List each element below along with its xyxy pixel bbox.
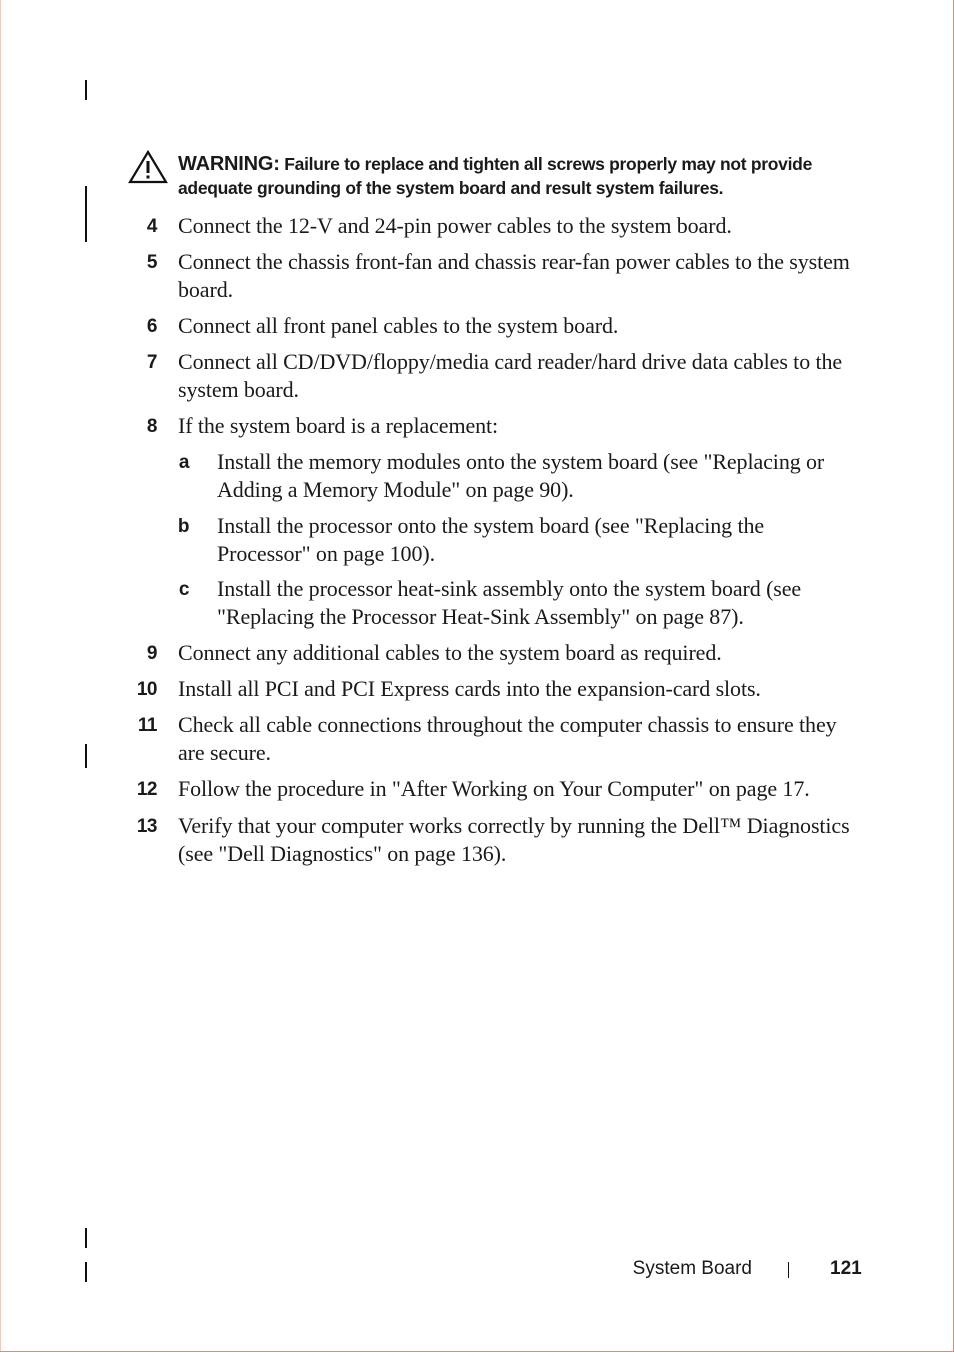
- step-number: 6: [146, 316, 157, 337]
- step-number: 13: [136, 816, 157, 837]
- step-number: 9: [146, 643, 157, 664]
- substep-text: Install the processor heat-sink assembly onto the system board (see "Replacing the Processor Heat-Sink Assembly" on page 87).: [217, 576, 802, 629]
- step-text: Connect any additional cables to the system board as required.: [178, 640, 722, 665]
- step-text: If the system board is a replacement:: [178, 413, 499, 438]
- footer-divider: [788, 1262, 789, 1278]
- step-text: Install all PCI and PCI Express cards into the expansion-card slots.: [178, 676, 761, 701]
- step-text: Verify that your computer works correctly by running the Dell™ Diagnostics (see "Dell Diagnostics" on page 136).: [178, 813, 850, 866]
- page-number: 121: [830, 1258, 862, 1279]
- step-number: 5: [146, 252, 157, 273]
- step-number: 12: [136, 779, 157, 800]
- warning-message: Failure to replace and tighten all screws properly may not provide adequate grounding of the system board and result system failures.: [178, 154, 813, 198]
- step-number: 11: [137, 715, 157, 736]
- step-number: 4: [146, 216, 157, 237]
- step-text: Connect the 12-V and 24-pin power cables to the system board.: [178, 213, 732, 238]
- step-text: Connect the chassis front-fan and chassis rear-fan power cables to the system board.: [178, 249, 850, 302]
- substep-letter: a: [178, 452, 189, 473]
- step-text: Connect all CD/DVD/floppy/media card reader/hard drive data cables to the system board.: [178, 349, 843, 402]
- step-text: Connect all front panel cables to the system board.: [178, 313, 619, 338]
- step-number: 7: [146, 352, 157, 373]
- substep-letter: c: [178, 579, 189, 600]
- warning-triangle-icon: [128, 150, 168, 184]
- footer-section-title: System Board: [632, 1258, 752, 1279]
- substep-text: Install the memory modules onto the system board (see "Replacing or Adding a Memory Module" on page 90).: [217, 449, 825, 502]
- substep-letter: b: [177, 516, 189, 537]
- warning-text: [178, 152, 868, 200]
- substep-text: Install the processor onto the system board (see "Replacing the Processor" on page 100).: [217, 513, 765, 566]
- warning-label: WARNING:: [178, 153, 280, 175]
- change-bar: [85, 80, 87, 100]
- change-bar: [85, 744, 87, 768]
- change-bar: [85, 186, 87, 242]
- page-edge-left: [0, 0, 1, 1352]
- step-number: 8: [146, 416, 157, 437]
- step-text: Check all cable connections throughout the computer chassis to ensure they are secure.: [178, 712, 837, 765]
- step-text: Follow the procedure in "After Working on Your Computer" on page 17.: [178, 776, 810, 801]
- change-bar: [85, 1228, 87, 1248]
- page-footer: [0, 1256, 954, 1282]
- step-number: 10: [136, 679, 157, 700]
